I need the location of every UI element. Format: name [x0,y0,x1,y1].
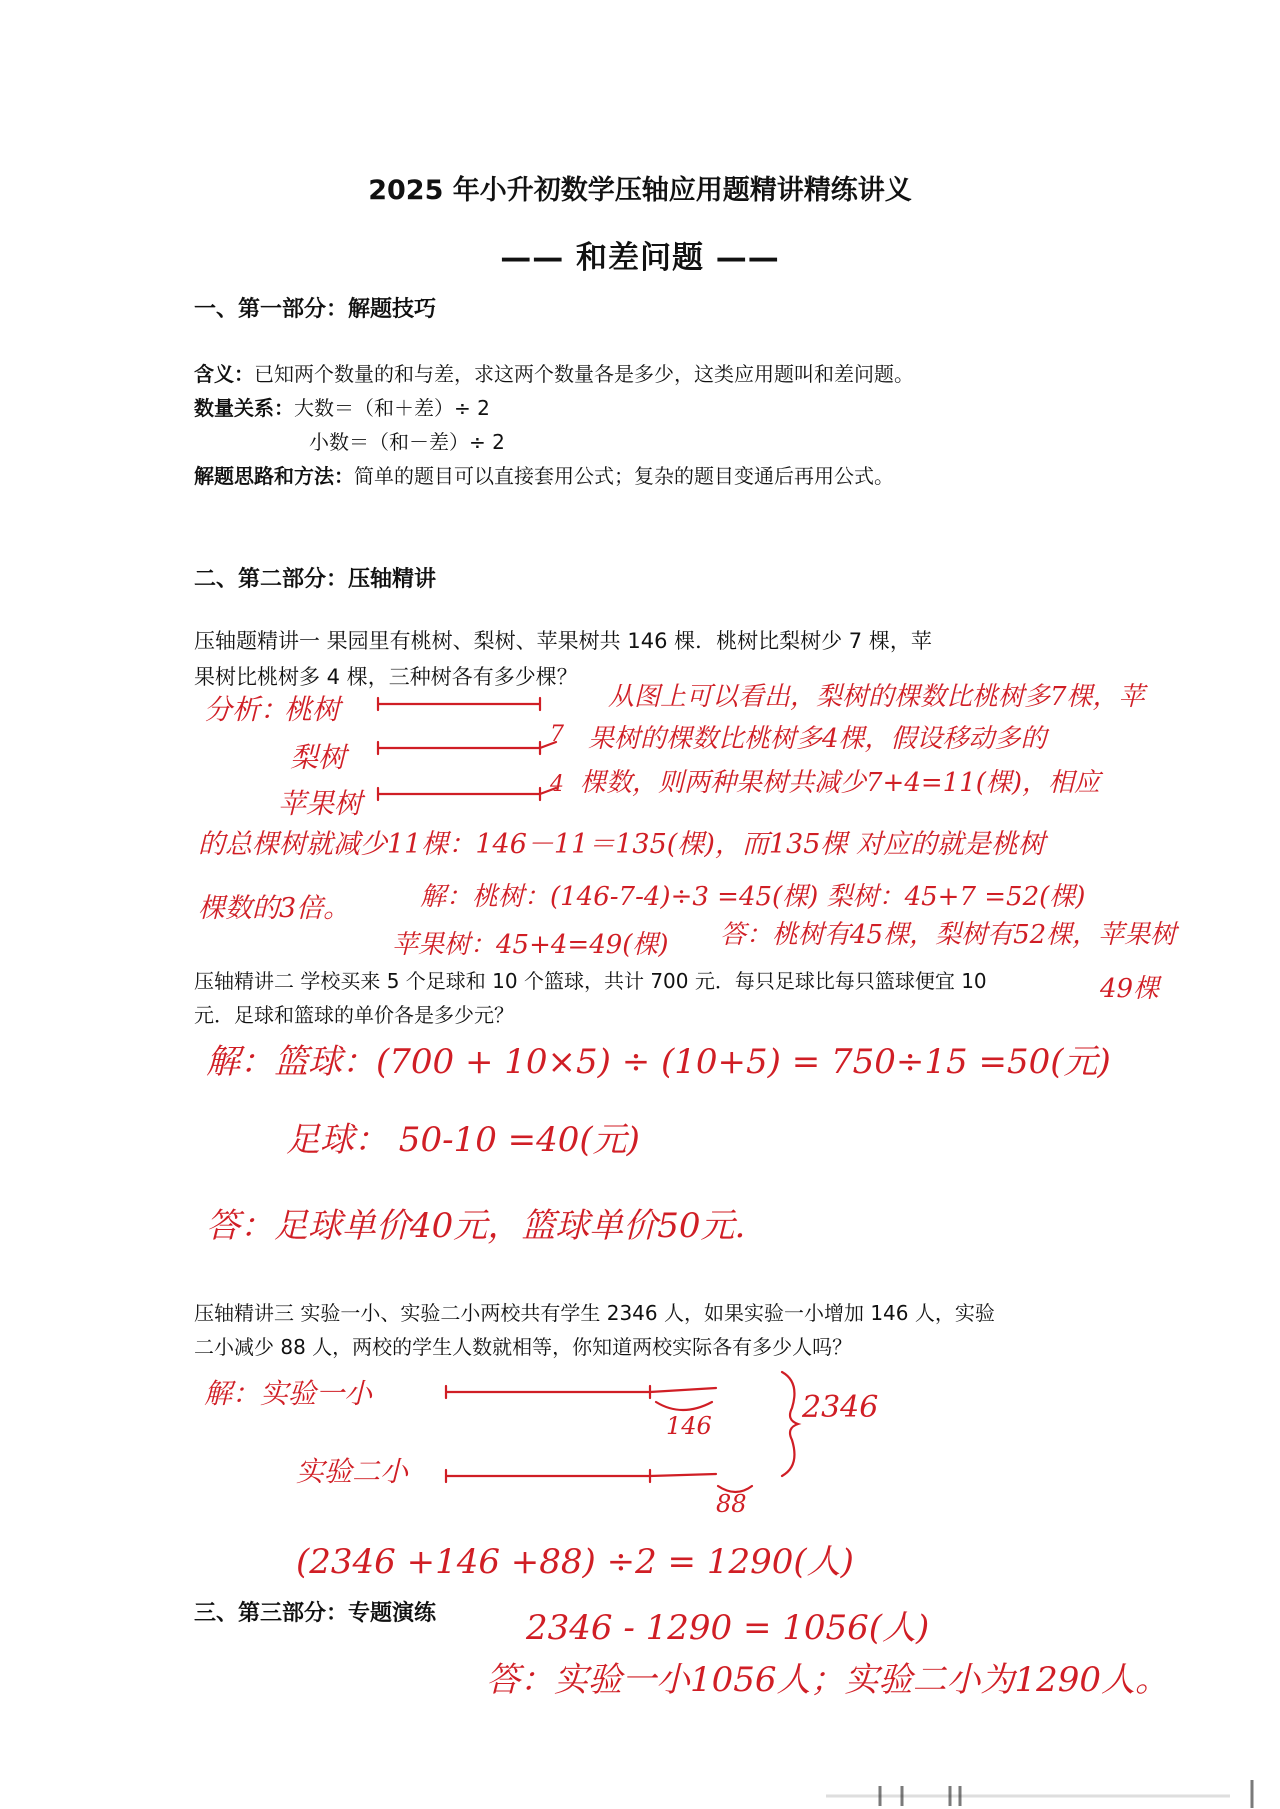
method-text: 简单的题目可以直接套用公式；复杂的题目变通后再用公式。 [354,464,894,488]
hw-q3-calc2: 2346 - 1290 = 1056(人) [526,1608,930,1648]
q3-line2: 二小减少 88 人，两校的学生人数就相等，你知道两校实际各有多少人吗？ [194,1335,853,1359]
hw-analysis-label: 分析： [204,693,289,726]
hw-q2-line3: 答：足球单价40元，篮球单价50元. [206,1206,746,1246]
hw-q2-line1: 解：篮球：(700 + 10×5) ÷ (10+5) = 750÷15 =50(元) [206,1042,1111,1082]
hw-q1-note5b: 解：桃树：(146-7-4)÷3 =45(棵) 梨树：45+7 =52(棵) [420,882,1086,912]
formula-small: 小数＝（和－差）÷ 2 [309,430,505,454]
q2-line1: 压轴精讲二 学校买来 5 个足球和 10 个篮球，共计 700 元．每只足球比每只篮球便宜 10 [194,969,987,993]
hw-q1-note2: 果树的棵数比桃树多4棵，假设移动多的 [588,724,1047,754]
relation-label: 数量关系： [194,396,294,420]
q2-line2: 元．足球和篮球的单价各是多少元？ [194,1003,514,1027]
hw-q1-note5a: 棵数的3倍。 [198,893,351,924]
hw-apple-label: 苹果树 [278,787,363,820]
hw-mark-4: 4 [550,772,564,797]
hw-q3-label2: 实验二小 [296,1455,409,1488]
q1-line2: 果树比桃树多 4 棵，三种树各有多少棵？ [194,665,578,689]
hw-q1-note3: 棵数，则两种果树共减少7+4=11(棵)，相应 [580,768,1101,798]
formula-big: 大数＝（和＋差）÷ 2 [294,396,490,420]
hw-q1-note6a: 苹果树：45+4=49(棵) [392,930,669,960]
hw-q3-label1: 解：实验一小 [204,1377,373,1410]
meaning-text: 已知两个数量的和与差，求这两个数量各是多少，这类应用题叫和差问题。 [254,362,914,386]
method-label: 解题思路和方法： [194,464,354,488]
hw-pear-label: 梨树 [290,741,347,774]
hw-q3-mark2346: 2346 [802,1390,879,1425]
part2-heading: 二、第二部分：压轴精讲 [194,567,437,592]
meaning-label: 含义： [194,362,254,386]
document-subtitle: —— 和差问题 —— [500,240,780,276]
q3-line1: 压轴精讲三 实验一小、实验二小两校共有学生 2346 人，如果实验一小增加 146 人，实验 [194,1301,995,1325]
q1-line1: 压轴题精讲一 果园里有桃树、梨树、苹果树共 146 棵．桃树比梨树少 7 棵，苹 [194,629,932,653]
hw-q1-note7: 49棵 [1100,974,1160,1004]
hw-q1-note4: 的总棵树就减少11棵：146－11＝135(棵)，而135棵 对应的就是桃树 [198,829,1045,860]
hw-mark-7: 7 [550,722,564,747]
hw-q1-note1: 从图上可以看出，梨树的棵数比桃树多7棵，苹 [608,682,1145,712]
hw-q3-mark88: 88 [716,1490,747,1518]
hw-q3-calc1: (2346 +146 +88) ÷2 = 1290(人) [296,1542,854,1582]
hw-peach-label: 桃树 [284,693,341,726]
part1-heading: 一、第一部分：解题技巧 [194,297,437,322]
hw-q2-line2: 足球： 50-10 =40(元) [286,1120,640,1160]
hw-q3-mark146: 146 [666,1412,712,1440]
hw-q1-note6b: 答：桃树有45棵，梨树有52棵，苹果树 [720,920,1177,950]
hw-q3-answer: 答：实验一小1056人；实验二小为1290人。 [486,1660,1170,1700]
part3-heading: 三、第三部分：专题演练 [194,1601,437,1626]
document-title: 2025 年小升初数学压轴应用题精讲精练讲义 [368,175,912,206]
